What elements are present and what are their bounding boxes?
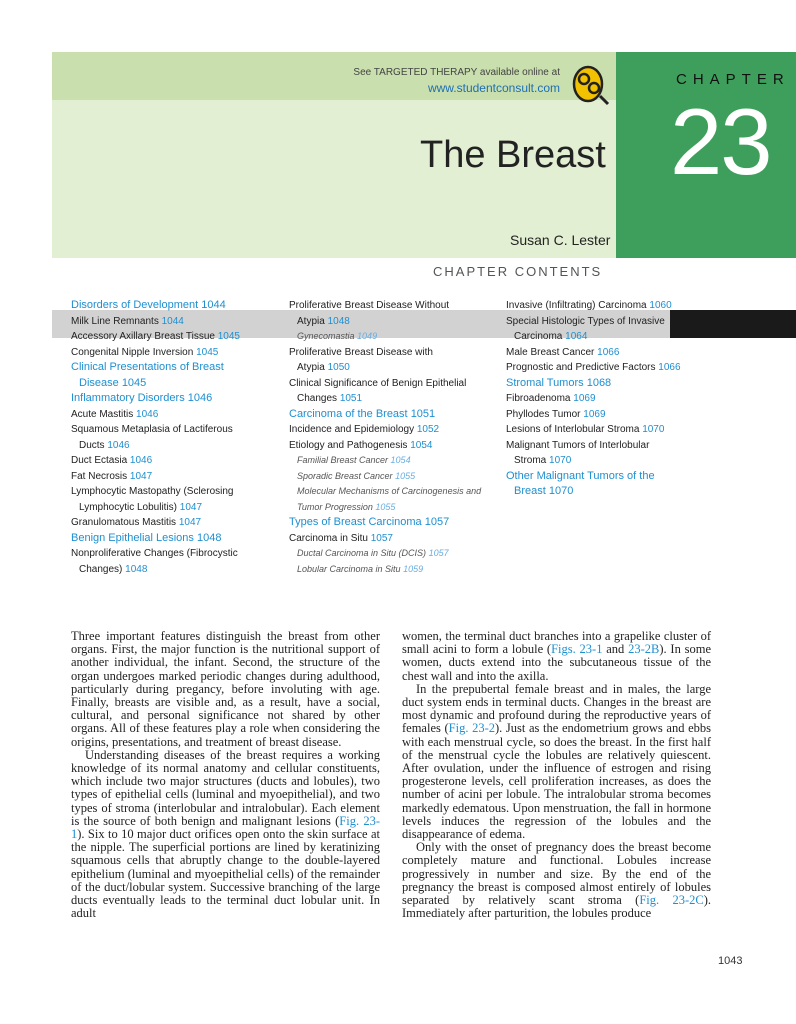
toc-entry[interactable]: [71, 484, 271, 500]
toc-entry[interactable]: [71, 314, 271, 330]
body-text-run: ). In some women, ducts extend into the subcutaneous tissue of the chest wall and into the axilla.: [402, 642, 711, 683]
body-text-run: Only with the onset of pregnancy does the breast become completely mature and functional. Lobules increase progressively in number and size. By the end of the pregnancy the breast is composed almost entirely of lobules separated by relatively scant stroma (: [402, 840, 711, 908]
toc-column-2: [289, 298, 489, 577]
toc-entry[interactable]: [506, 391, 716, 407]
toc-entry-page: 1046: [129, 455, 153, 466]
toc-entry-page: 1059: [403, 563, 424, 574]
toc-entry-title: Male Breast Cancer: [506, 346, 595, 358]
toc-entry-title: Duct Ectasia: [71, 455, 128, 466]
toc-entry-title: Disorders of Development: [71, 299, 199, 311]
toc-entry[interactable]: [289, 562, 489, 578]
toc-entry[interactable]: [71, 438, 271, 454]
toc-entry-title: Lesions of Interlobular Stroma: [506, 424, 640, 435]
toc-entry-title: Invasive (Infiltrating) Carcinoma: [506, 300, 647, 311]
toc-entry-title: Malignant Tumors of Interlobular: [506, 439, 650, 451]
toc-entry-title: Stromal Tumors: [506, 376, 584, 389]
body-text-run: In the prepubertal female breast and in males, the large duct system ends in terminal ducts. Changes in the breast are most dynamic and profound during the reproductive years of females (: [402, 681, 711, 736]
toc-entry-page: 1066: [597, 346, 620, 358]
body-paragraph: [71, 749, 380, 921]
toc-entry-title: Breast: [514, 485, 546, 497]
body-paragraph: [71, 630, 380, 749]
toc-entry-title: Molecular Mechanisms of Carcinogenesis and: [297, 486, 482, 496]
toc-entry-title: Prognostic and Predictive Factors: [506, 362, 656, 373]
toc-entry-title: Gynecomastia: [297, 331, 355, 341]
figure-reference-link[interactable]: Figs. 23-1: [551, 642, 603, 657]
toc-entry[interactable]: [506, 469, 716, 485]
toc-entry-page: 1057: [370, 532, 393, 544]
toc-entry-title: Proliferative Breast Disease with: [289, 346, 433, 358]
toc-entry-title: Congenital Nipple Inversion: [71, 346, 194, 358]
toc-entry-title: Changes): [79, 563, 123, 575]
toc-entry-page: 1054: [390, 455, 411, 465]
toc-entry-title: Incidence and Epidemiology: [289, 424, 415, 435]
toc-entry[interactable]: [506, 345, 716, 361]
figure-reference-link[interactable]: 23-2B: [628, 642, 660, 657]
toc-entry[interactable]: [289, 438, 489, 454]
toc-entry-page: 1064: [565, 331, 588, 342]
toc-entry-page: 1044: [201, 299, 226, 311]
toc-entry[interactable]: [289, 329, 489, 345]
toc-entry[interactable]: [71, 329, 271, 345]
toc-entry-title: Sporadic Breast Cancer: [297, 470, 393, 481]
toc-entry-page: 1044: [161, 315, 184, 327]
toc-entry-title: Acute Mastitis: [71, 408, 134, 420]
toc-entry-title: Ducts: [79, 439, 105, 451]
toc-entry-title: Accessory Axillary Breast Tissue: [71, 331, 215, 342]
toc-entry[interactable]: [506, 314, 716, 330]
body-column-1: [71, 630, 380, 920]
toc-entry[interactable]: [71, 345, 271, 361]
toc-entry-page: 1046: [136, 408, 159, 420]
toc-entry-title: Etiology and Pathogenesis: [289, 439, 408, 451]
body-text-run: ). Just as the endometrium grows and ebbs with each menstrual cycle, so does the breast. In the first half of the menstrual cycle the lobules are relatively quiescent. After ovulation, under the influence of estrogen and rising progesterone levels, cell proliferation increases, as does the number of acini per lobule. The intralobular stroma becomes markedly edematous. Upon menstruation, the fall in hormone levels induces the regression of the lobules and the disappearance of edema.: [402, 721, 712, 842]
toc-entry[interactable]: [71, 422, 271, 438]
toc-entry-title: Lobular Carcinoma in Situ: [297, 563, 401, 574]
toc-entry-page: 1052: [416, 424, 440, 435]
toc-entry[interactable]: [71, 453, 271, 469]
toc-entry-title: Fat Necrosis: [71, 470, 128, 482]
toc-entry[interactable]: [506, 438, 716, 454]
toc-entry-page: 1048: [125, 563, 148, 575]
toc-entry-page: 1068: [586, 376, 612, 389]
toc-entry-page: 1046: [187, 392, 213, 404]
body-text-run: Three important features distinguish the breast from other organs. First, the major function is the nutritional support of another individual, the infant. Second, the structure of the organ undergoes marked periodic changes during adulthood, particularly during pregancy, before involuting with age. Finally, breasts are visible and, as a result, have a social, cultural, and personal significance not shared by other organs. All of these features play a role when considering the origins, presentations, and treatment of breast disease.: [71, 629, 380, 749]
toc-entry-title: Carcinoma of the Breast: [289, 407, 408, 420]
toc-entry[interactable]: [71, 407, 271, 423]
toc-entry-title: Atypia: [297, 362, 325, 373]
toc-entry-page: 1046: [107, 439, 130, 451]
toc-entry-title: Special Histologic Types of Invasive: [506, 315, 665, 327]
student-consult-link[interactable]: www.studentconsult.com: [427, 81, 560, 95]
toc-entry[interactable]: [71, 531, 271, 547]
chapter-header: [52, 52, 790, 258]
body-column-2: [402, 630, 711, 920]
toc-entry-page: 1050: [327, 362, 350, 373]
body-text-run: and: [602, 642, 629, 657]
toc-entry-title: Phyllodes Tumor: [506, 408, 581, 420]
body-text-run: women, the terminal duct branches into a grapelike cluster of small acini to form a lobule (: [402, 629, 711, 657]
toc-entry[interactable]: [289, 298, 489, 314]
toc-entry-page: 1048: [327, 315, 350, 327]
body-paragraph: [402, 841, 711, 920]
toc-entry-title: Benign Epithelial Lesions: [71, 531, 194, 544]
toc-entry-title: Types of Breast Carcinoma: [289, 516, 422, 528]
body-paragraph: [402, 683, 711, 841]
figure-reference-link[interactable]: Fig. 23-1: [71, 813, 380, 842]
toc-entry-title: Proliferative Breast Disease Without: [289, 300, 450, 311]
toc-entry-title: Familial Breast Cancer: [297, 455, 389, 465]
toc-entry-title: Fibroadenoma: [506, 393, 571, 404]
toc-entry-title: Carcinoma in Situ: [289, 532, 368, 544]
toc-entry[interactable]: [289, 407, 489, 423]
toc-entry-page: 1051: [339, 393, 363, 404]
toc-entry[interactable]: [289, 453, 489, 469]
toc-entry[interactable]: [289, 391, 489, 407]
toc-entry[interactable]: [71, 391, 271, 407]
toc-entry-title: Disease: [79, 376, 119, 389]
toc-entry[interactable]: [289, 546, 489, 562]
toc-entry-page: 1070: [549, 455, 572, 466]
toc-entry-title: Lymphocytic Mastopathy (Sclerosing: [71, 486, 234, 497]
toc-column-3: [506, 298, 716, 500]
toc-entry-page: 1057: [424, 516, 450, 528]
toc-entry[interactable]: [71, 360, 271, 376]
toc-entry[interactable]: [506, 453, 716, 469]
toc-entry[interactable]: [289, 531, 489, 547]
toc-entry[interactable]: [289, 469, 489, 485]
toc-entry-page: 1057: [428, 548, 449, 558]
see-online-text: See TARGETED THERAPY available online at: [353, 67, 560, 78]
toc-entry[interactable]: [289, 360, 489, 376]
toc-entry-title: Other Malignant Tumors of the: [506, 469, 655, 482]
body-paragraph: [402, 630, 711, 683]
body-text-run: ). Six to 10 major duct orifices open onto the skin surface at the nipple. The superficial portions are lined by keratinizing squamous cells that abruptly change to the double-layered epithelium (luminal and myoepithelial cells) of the remainder of the duct/lobular system. Successive branching of the large ducts eventually leads to the terminal duct lobular unit. In adult: [71, 827, 380, 921]
toc-entry-title: Inflammatory Disorders: [71, 392, 185, 404]
chapter-title: The Breast: [420, 134, 606, 176]
toc-entry-page: 1069: [573, 393, 596, 404]
toc-entry-title: Atypia: [297, 315, 325, 327]
student-consult-logo-icon: [569, 60, 611, 106]
toc-entry-page: 1045: [196, 346, 219, 358]
toc-entry-title: Changes: [297, 393, 338, 404]
toc-entry[interactable]: [289, 314, 489, 330]
toc-entry-title: Clinical Presentations of Breast: [71, 361, 224, 373]
toc-entry[interactable]: [71, 469, 271, 485]
toc-entry[interactable]: [506, 376, 716, 392]
toc-entry[interactable]: [506, 484, 716, 500]
toc-entry-title: Clinical Significance of Benign Epithelial: [289, 377, 467, 389]
toc-entry[interactable]: [506, 407, 716, 423]
toc-entry[interactable]: [289, 484, 489, 500]
toc-entry[interactable]: [289, 500, 489, 516]
toc-entry[interactable]: [71, 298, 271, 314]
toc-entry-page: 1054: [410, 439, 433, 451]
chapter-label: CHAPTER: [676, 71, 790, 88]
toc-entry[interactable]: [506, 298, 716, 314]
body-text-run: ). Immediately after parturition, the lobules produce: [402, 893, 711, 921]
toc-entry-title: Ductal Carcinoma in Situ (DCIS): [297, 548, 427, 558]
contents-label: CHAPTER CONTENTS: [433, 264, 603, 279]
toc-entry[interactable]: [289, 515, 489, 531]
toc-column-1: [71, 298, 271, 577]
toc-entry-page: 1070: [642, 424, 665, 435]
toc-entry-page: 1070: [548, 485, 574, 497]
chapter-number: 23: [670, 89, 771, 194]
toc-entry-page: 1047: [129, 470, 153, 482]
chapter-box: [616, 52, 796, 258]
figure-reference-link[interactable]: Fig. 23-2C: [639, 893, 704, 908]
toc-entry-page: 1055: [395, 470, 416, 481]
toc-entry-page: 1069: [583, 408, 606, 420]
toc-entry[interactable]: [71, 546, 271, 562]
toc-entry[interactable]: [289, 376, 489, 392]
toc-entry-page: 1060: [649, 300, 672, 311]
toc-entry-title: Nonproliferative Changes (Fibrocystic: [71, 548, 238, 559]
toc-entry[interactable]: [289, 422, 489, 438]
toc-entry-title: Carcinoma: [514, 331, 563, 342]
toc-entry-page: 1047: [178, 517, 202, 528]
toc-entry[interactable]: [71, 515, 271, 531]
toc-entry-title: Tumor Progression: [297, 501, 373, 512]
figure-reference-link[interactable]: Fig. 23-2: [448, 721, 496, 736]
toc-entry-page: 1055: [375, 501, 396, 512]
toc-entry-page: 1048: [196, 531, 222, 544]
toc-entry-page: 1051: [410, 407, 436, 420]
toc-entry-page: 1049: [357, 331, 378, 341]
toc-entry-page: 1045: [121, 376, 147, 389]
toc-entry-title: Granulomatous Mastitis: [71, 517, 177, 528]
toc-entry-title: Milk Line Remnants: [71, 315, 159, 327]
toc-entry-title: Lymphocytic Lobulitis): [79, 501, 178, 513]
body-text-run: Understanding diseases of the breast requires a working knowledge of its normal anatomy and cellular constituents, which include two major structures (ducts and lobules), two types of epithelial cells (luminal and myoepithelial), and two types of stroma (interlobular and intralobular). Each element is the source of both benign and malignant lesions (: [71, 747, 380, 828]
toc-entry-title: Stroma: [514, 455, 547, 466]
toc-entry[interactable]: [289, 345, 489, 361]
toc-entry-page: 1047: [179, 501, 203, 513]
toc-entry-page: 1066: [658, 362, 681, 373]
page-number: 1043: [718, 955, 743, 967]
toc-entry[interactable]: [71, 376, 271, 392]
toc-entry[interactable]: [506, 422, 716, 438]
author-name: Susan C. Lester: [510, 232, 611, 248]
toc-entry-title: Squamous Metaplasia of Lactiferous: [71, 424, 233, 435]
toc-entry[interactable]: [506, 360, 716, 376]
toc-entry-page: 1045: [217, 331, 240, 342]
toc-entry[interactable]: [71, 500, 271, 516]
toc-entry[interactable]: [506, 329, 716, 345]
toc-entry[interactable]: [71, 562, 271, 578]
